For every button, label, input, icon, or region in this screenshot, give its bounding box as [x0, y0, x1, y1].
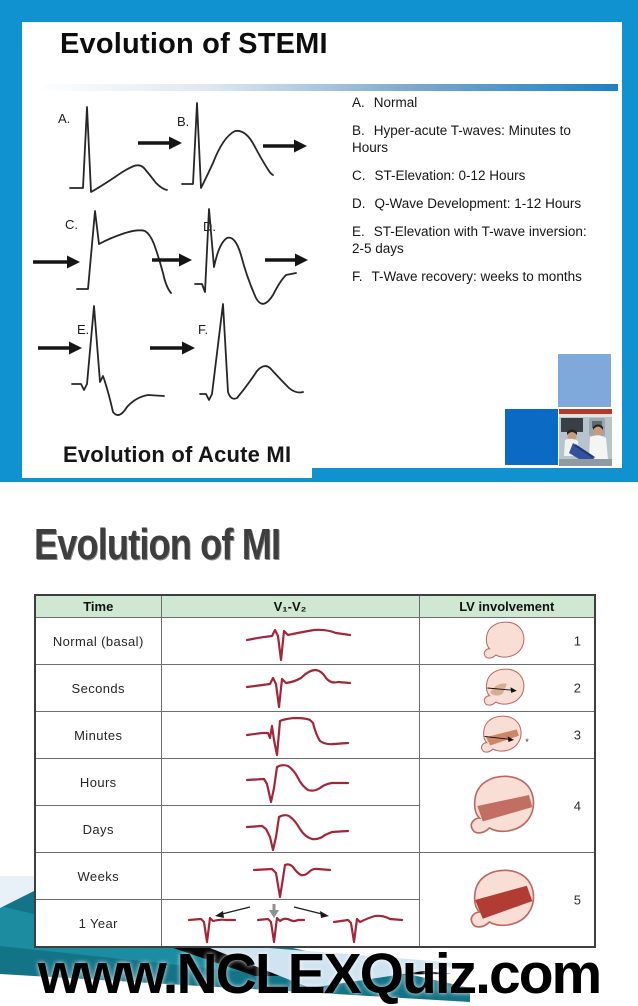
waveform-d-q-wave: [195, 209, 296, 304]
lv-diagram-cell: [419, 759, 595, 853]
ecg-evolution-diagram: [30, 95, 340, 440]
stage-legend: [352, 94, 598, 296]
wave-label-c: C.: [65, 217, 78, 232]
stage-number: 3: [573, 727, 581, 743]
legend-item-f: F. T-Wave recovery: weeks to months: [352, 269, 582, 284]
ecg-trace-weeks: [162, 854, 420, 898]
decor-square-light: [558, 354, 611, 407]
legend-item-d: D. Q-Wave Development: 1-12 Hours: [352, 196, 582, 211]
waveform-c-st-elevation: [77, 211, 171, 293]
lv-diagram-cell: [419, 853, 595, 948]
wave-label-b: B.: [177, 114, 190, 129]
table-row: [35, 759, 595, 806]
wave-label-a: A.: [58, 111, 71, 126]
stage-number: 1: [573, 633, 581, 649]
slide-title: Evolution of STEMI: [60, 28, 328, 60]
mi-table-wrap: [34, 594, 596, 948]
legend-item-e: E. ST-Elevation with T-wave inversion: 2-5 days: [352, 224, 587, 256]
time-label: Days: [35, 806, 161, 853]
paramedics-photo: [559, 409, 612, 466]
time-label: Seconds: [35, 665, 161, 712]
slide-inner-panel-step: [22, 468, 312, 478]
legend-item-b: B. Hyper-acute T-waves: Minutes to Hours: [352, 123, 571, 155]
ecg-trace-hours: [162, 760, 420, 804]
table-header-row: [35, 595, 595, 618]
time-label: Normal (basal): [35, 618, 161, 665]
mi-slide-title: Evolution of MI: [34, 520, 281, 569]
table-row: [35, 853, 595, 900]
arrow-right-icon: [263, 140, 307, 153]
time-label: 1 Year: [35, 900, 161, 948]
time-label: Minutes: [35, 712, 161, 759]
arrow-right-icon: [265, 254, 308, 267]
title-divider: [38, 84, 618, 91]
arrow-right-icon: [138, 137, 182, 150]
lv-diagram-seconds: [465, 667, 549, 709]
mi-table: [34, 594, 596, 948]
ecg-trace-normal: [162, 619, 420, 663]
waveform-b-hyperacute-t: [182, 103, 273, 188]
arrow-right-icon: [150, 342, 195, 355]
table-row: [35, 665, 595, 712]
asterisk-marker: *: [524, 736, 529, 747]
col-header-v1v2: V₁-V₂: [161, 595, 419, 618]
wave-label-f: F.: [198, 322, 209, 337]
lv-diagram-weeks-year: [459, 867, 555, 933]
watermark: www.NCLEXQuiz.com: [37, 942, 601, 1006]
lv-diagram-cell: [419, 618, 595, 665]
ecg-trace-seconds: [162, 666, 420, 710]
lv-diagram-cell: [419, 665, 595, 712]
ecg-trace-days: [162, 807, 420, 851]
arrow-right-icon: [33, 256, 80, 269]
waveform-a-normal: [70, 107, 167, 192]
legend-item-c: C. ST-Elevation: 0-12 Hours: [352, 168, 526, 183]
lv-diagram-hours-days: [459, 773, 555, 839]
time-label: Weeks: [35, 853, 161, 900]
lv-diagram-cell: [419, 712, 595, 759]
col-header-lv: LV involvement: [419, 595, 595, 618]
lv-diagram-minutes: [461, 714, 553, 756]
stage-number: 4: [573, 798, 581, 813]
ecg-trace-1-year: [162, 902, 420, 944]
ecg-trace-minutes: [162, 713, 420, 757]
time-label: Hours: [35, 759, 161, 806]
wave-label-d: D.: [203, 219, 216, 234]
legend-item-a: A. Normal: [352, 95, 418, 110]
col-header-time: Time: [35, 595, 161, 618]
diagram-caption: Evolution of Acute MI: [63, 442, 292, 467]
stage-number: 5: [573, 892, 581, 907]
wave-label-e: E.: [77, 322, 90, 337]
stage-number: 2: [573, 680, 581, 696]
waveform-f-t-recovery: [200, 304, 303, 400]
table-row: [35, 712, 595, 759]
table-row: [35, 618, 595, 665]
decor-square-dark: [505, 409, 558, 465]
arrow-right-icon: [38, 342, 82, 355]
lv-diagram-normal: [465, 620, 549, 662]
